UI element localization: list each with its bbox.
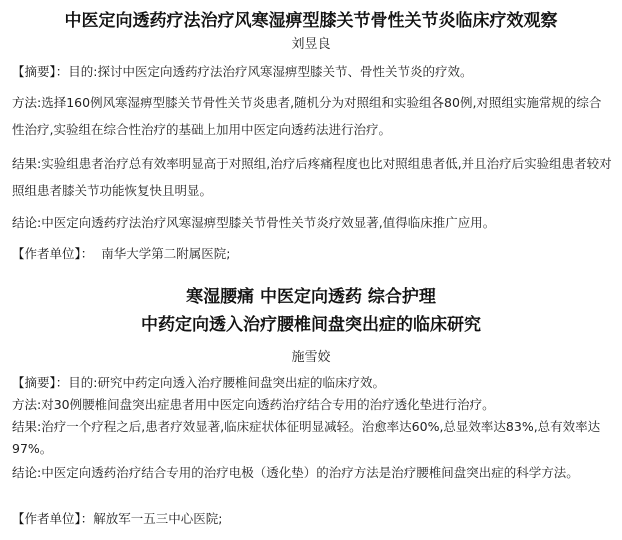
article2-result-label: 结果: <box>12 419 42 434</box>
article1-unit <box>12 240 612 267</box>
article2-method-label: 方法: <box>12 397 42 412</box>
article2-conclusion-label: 结论: <box>12 465 42 480</box>
article1-author: 刘昱良 <box>291 37 331 52</box>
article2-method <box>12 394 612 416</box>
article2-title-line2: 中药定向透入治疗腰椎间盘突出症的临床研究 <box>141 315 481 335</box>
article2-abstract-text: 目的:研究中药定向透入治疗腰椎间盘突出症的临床疗效。 <box>68 375 385 390</box>
article2-conclusion-text: 中医定向透药治疗结合专用的治疗电极（透化垫）的治疗方法是治疗腰椎间盘突出症的科学方法。 <box>41 465 579 480</box>
article1-unit-label: 【作者单位】： <box>12 246 94 261</box>
article1-conclusion-label: 结论: <box>12 215 42 230</box>
article1-unit-text: 南华大学第二附属医院; <box>101 246 231 261</box>
article2-method-text: 对30例腰椎间盘突出症患者用中医定向透药治疗结合专用的治疗透化垫进行治疗。 <box>41 397 495 412</box>
article2-author: 施雪姣 <box>291 350 331 365</box>
article2-unit <box>12 508 612 530</box>
article1-title: 中医定向透药疗法治疗风寒湿痹型膝关节骨性关节炎临床疗效观察 <box>64 11 558 31</box>
article1-conclusion-text: 中医定向透药疗法治疗风寒湿痹型膝关节骨性关节炎疗效显著,值得临床推广应用。 <box>41 215 496 230</box>
article2-title-line1: 寒湿腰痛 中医定向透药 综合护理 <box>186 287 436 307</box>
article2-unit-label: 【作者单位】： <box>12 511 94 526</box>
article1-abstract-text: 目的:探讨中医定向透药疗法治疗风寒湿痹型膝关节、骨性关节炎的疗效。 <box>68 64 473 79</box>
article1-conclusion <box>12 209 612 236</box>
article1-abstract <box>12 58 612 85</box>
article1-method-text: 选择160例风寒湿痹型膝关节骨性关节炎患者,随机分为对照组和实验组各80例,对照组实施常规的综合性治疗,实验组在综合性治疗的基础上加用中医定向透药法进行治疗。 <box>12 95 602 137</box>
article2-abstract <box>12 372 612 394</box>
article2-abstract-label: 【摘要】： <box>12 375 69 390</box>
article2-conclusion <box>12 462 612 484</box>
article1-method <box>12 89 612 143</box>
article2-unit-text: 解放军一五三中心医院; <box>93 511 223 526</box>
article2-result <box>12 416 612 460</box>
article1-result <box>12 150 612 204</box>
article1-abstract-label: 【摘要】： <box>12 64 69 79</box>
article1-result-label: 结果: <box>12 156 42 171</box>
article1-result-text: 实验组患者治疗总有效率明显高于对照组,治疗后疼痛程度也比对照组患者低,并且治疗后实验组患者较对照组患者膝关节功能恢复快且明显。 <box>12 156 612 198</box>
article1-method-label: 方法: <box>12 95 42 110</box>
article2-result-text: 治疗一个疗程之后,患者疗效显著,临床症状体征明显减轻。治愈率达60%,总显效率达83%,总有效率达97%。 <box>12 419 601 456</box>
